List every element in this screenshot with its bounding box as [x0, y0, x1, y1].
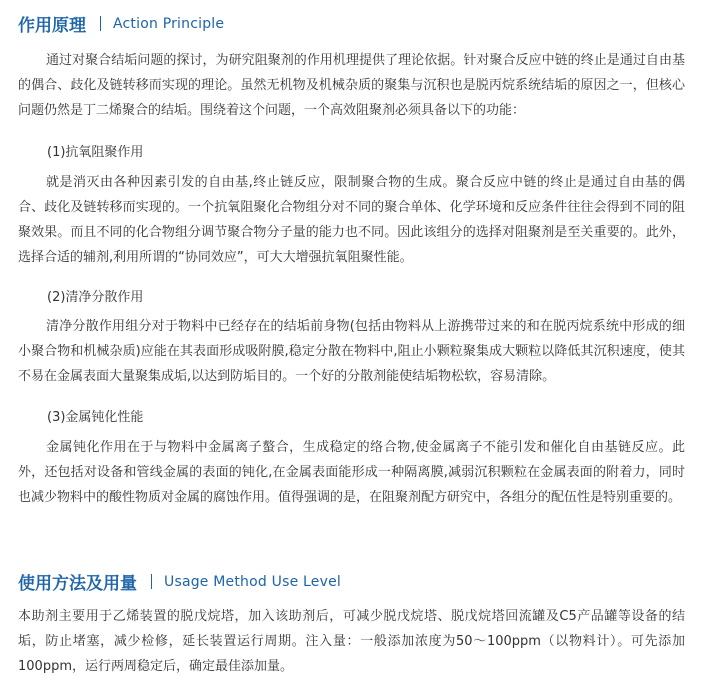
item-heading-antioxidant: (1)抗氧阻聚作用: [47, 145, 144, 160]
item-body-passivation: 金属钝化作用在于与物料中金属离子螯合，生成稳定的络合物,使金属离子不能引发和催化自由基链反应。此外，还包括对设备和管线金属的表面的钝化,在金属表面能形成一种隔离膜,减弱沉积颗粒在金属表面的附着力，同时也减少物料中的酸性物质对金属的腐蚀作用。值得强调的是，在阻聚剂配方研究中，各组分的配伍性是特别重要的。: [18, 440, 685, 505]
title-divider: [100, 16, 101, 31]
section-title-cn: 作用原理: [18, 16, 86, 36]
title-divider: [151, 574, 152, 589]
item-body-dispersion: 清净分散作用组分对于物料中已经存在的结垢前身物(包括由物料从上游携带过来的和在脱丙烷系统中形成的细小聚合物和机械杂质)应能在其表面形成吸附膜,稳定分散在物料中,阻止小颗粒聚集成大颗粒以降低其沉积速度，使其不易在金属表面大量聚集成垢,以达到防垢目的。一个好的分散剂能使结垢物松软，容易清除。: [18, 319, 685, 384]
section-title-usage: [18, 569, 341, 594]
section-title-cn: 使用方法及用量: [18, 574, 137, 594]
section-title-en: Usage Method Use Level: [164, 573, 341, 590]
usage-paragraph: 本助剂主要用于乙烯装置的脱戊烷塔，加入该助剂后，可减少脱戊烷塔、脱戊烷塔回流罐及C5产品罐等设备的结垢，防止堵塞，减少检修，延长装置运行周期。注入量：一般添加浓度为50～100ppm（以物料计）。可先添加100ppm，运行两周稳定后，确定最佳添加量。: [18, 609, 685, 674]
item-body-antioxidant: 就是消灭由各种因素引发的自由基,终止链反应，限制聚合物的生成。聚合反应中链的终止是通过自由基的偶合、歧化及链转移而实现的。一个抗氧阻聚化合物组分对不同的聚合单体、化学环境和反应条件往往会得到不同的阻聚效果。而且不同的化合物组分调节聚合物分子量的能力也不同。因此该组分的选择对阻聚剂是至关重要的。此外，选择合适的辅剂,利用所谓的“协同效应”，可大大增强抗氧阻聚性能。: [18, 175, 685, 265]
section-title-action-principle: [18, 11, 224, 36]
item-heading-dispersion: (2)清净分散作用: [47, 290, 144, 305]
item-heading-passivation: (3)金属钝化性能: [47, 410, 144, 425]
section-title-en: Action Principle: [113, 15, 225, 32]
intro-paragraph: 通过对聚合结垢问题的探讨，为研究阻聚剂的作用机理提供了理论依据。针对聚合反应中链的终止是通过自由基的偶合、歧化及链转移而实现的理论。虽然无机物及机械杂质的聚集与沉积也是脱丙烷系统结垢的原因之一，但核心问题仍然是丁二烯聚合的结垢。围绕着这个问题，一个高效阻聚剂必须具备以下的功能：: [18, 53, 685, 118]
